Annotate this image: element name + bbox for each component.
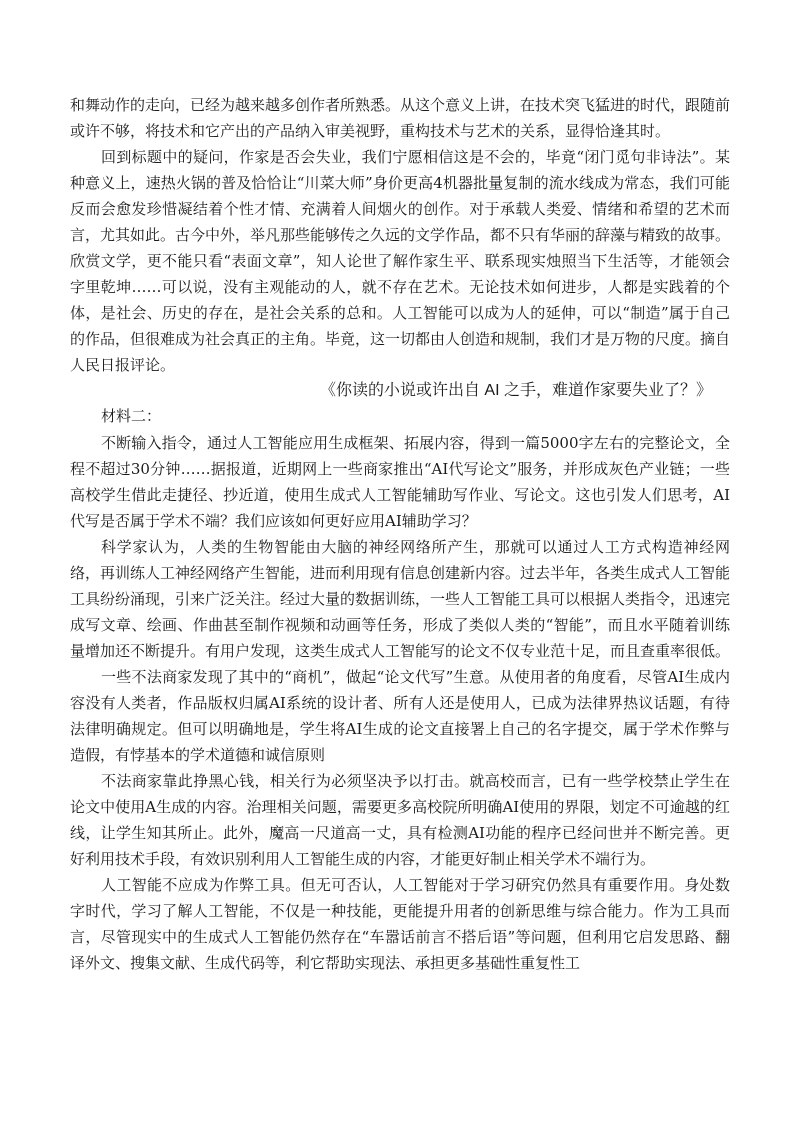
paragraph-crackdown: 不法商家靠此挣黑心钱，相关行为必须坚决予以打击。就高校而言，已有一些学校禁止学生在论文中使用A生成的内容。治理相关问题，需要更多高校院所明确AI使用的界限，划定不可逾越的红线，让学生知其所止。此外，魔高一尺道高一丈，具有检测AI功能的程序已经问世并不断完善。更好利用技术手段，有效识别利用人工智能生成的内容，才能更好制止相关学术不端行为。 (70, 772, 730, 868)
material-two-label: 材料二： (101, 408, 162, 425)
paragraph-scientists: 科学家认为，人类的生物智能由大脑的神经网络所产生，那就可以通过人工方式构造神经网络，再训练人工神经网络产生智能，进而利用现有信息创建新内容。过去半年，各类生成式人工智能工具纷纷涌现，引来广泛关注。经过大量的数据训练，一些人工智能工具可以根据人类指令，迅速完成写文章、绘画、作曲甚至制作视频和动画等任务，形成了类似人类的“智能”，而且水平随着训练量增加还不断提升。有用户发现，这类生成式人工智能写的论文不仅专业范十足，而且查重率很低。 (70, 538, 731, 660)
document-page (70, 92, 730, 976)
paragraph-ai-ghostwriting: 不断输入指令，通过人工智能应用生成框架、拓展内容，得到一篇5000字左右的完整论文，全程不超过30分钟……据报道，近期网上一些商家推出“AI代写论文”服务，并形成灰色产业链；一些高校学生借此走捷径、抄近道，使用生成式人工智能辅助写作业、写论文。这也引发人们思考，AI代写是否属于学术不端？我们应该如何更好应用AI辅助学习？ (70, 434, 730, 530)
paragraph-continuation: 和舞动作的走向，已经为越来越多创作者所熟悉。从这个意义上讲，在技术突飞猛进的时代，跟随前或许不够，将技术和它产出的产品纳入审美视野，重构技术与艺术的关系，显得恰逢其时。 (70, 96, 731, 140)
paragraph-ai-tool: 人工智能不应成为作弊工具。但无可否认，人工智能对于学习研究仍然具有重要作用。身处数字时代，学习了解人工智能，不仅是一种技能，更能提升用者的创新思维与综合能力。作为工具而言，尽管现实中的生成式人工智能仍然存在“车嚣话前言不搭后语”等问题，但利用它启发思路、翻译外文、搜集文献、生成代码等，利它帮助实现法、承担更多基础性重复性工 (70, 876, 730, 972)
paragraph-business-opportunity: 一些不法商家发现了其中的“商机”，做起“论文代写”生意。从使用者的角度看，尽管AI生成内容没有人类者，作品版权归属AI系统的设计者、所有人还是使用人，已成为法律界热议话题，有待法律明确规定。但可以明确地是，学生将AI生成的论文直接署上自己的名字提交，属于学术作弊与造假，有悖基本的学术道德和诚信原则 (70, 668, 730, 764)
source-citation: 《你读的小说或许出自 AI 之手，难道作家要失业了？》 (319, 382, 712, 399)
paragraph-author-question: 回到标题中的疑问，作家是否会失业，我们宁愿相信这是不会的，毕竟“闭门觅句非诗法”。某种意义上，速热火锅的普及恰恰让“川菜大师”身价更高4机器批量复制的流水线成为常态，我们可能反而会愈发珍惜凝结着个性才情、充满着人间烟火的创作。对于承载人类爱、情绪和希望的艺术而言，尤其如此。古今中外，举凡那些能够传之久远的文学作品，都不只有华丽的辞藻与精致的故事。欣赏文学，更不能只看“表面文章”，知人论世了解作家生平、联系现实烛照当下生活等，才能领会字里乾坤……可以说，没有主观能动的人，就不存在艺术。无论技术如何进步，人都是实践着的个体，是社会、历史的存在，是社会关系的总和。人工智能可以成为人的延伸，可以“制造”属于自己的作品，但很难成为社会真正的主角。毕竟，这一切都由人创造和规制，我们才是万物的尺度。摘自人民日报评论。 (70, 148, 731, 374)
